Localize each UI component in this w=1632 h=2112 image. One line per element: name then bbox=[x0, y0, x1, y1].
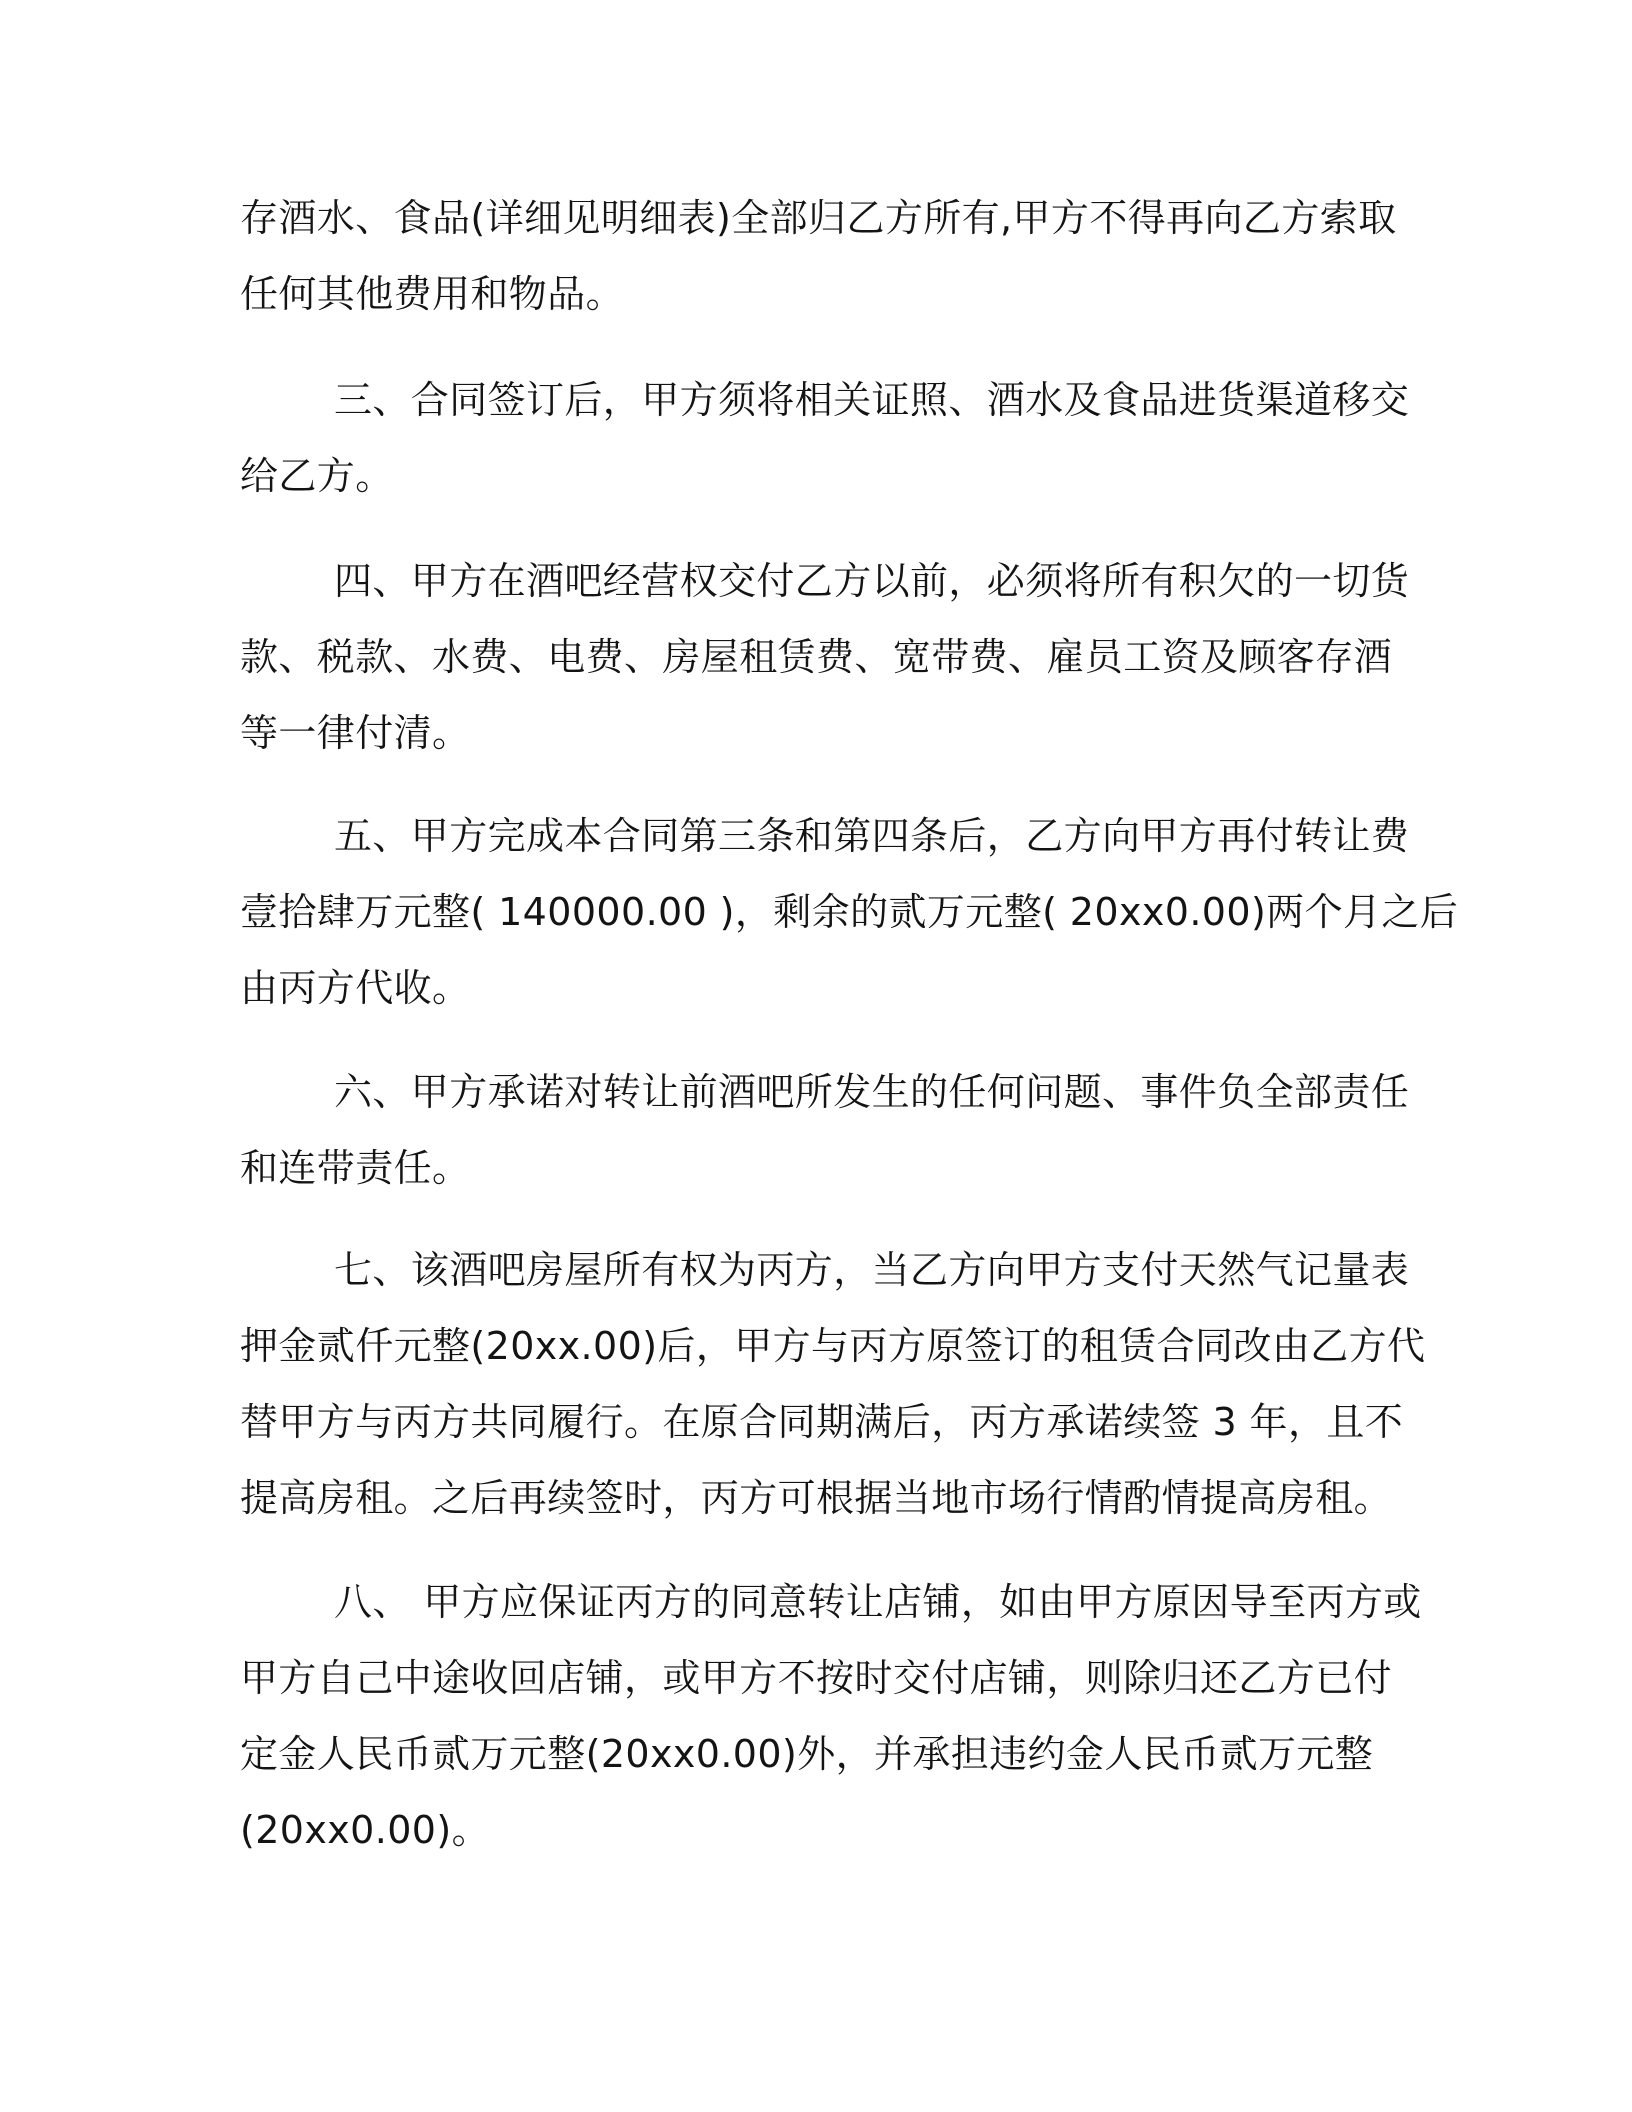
clause-7-line: 押金贰仟元整(20xx.00)后，甲方与丙方原签订的租赁合同改由乙方代 bbox=[240, 1324, 1426, 1368]
clause-3-line: 三、合同签订后，甲方须将相关证照、酒水及食品进货渠道移交 bbox=[334, 378, 1410, 422]
clause-5-line: 五、甲方完成本合同第三条和第四条后，乙方向甲方再付转让费 bbox=[334, 814, 1410, 858]
clause-8-line: 甲方自己中途收回店铺，或甲方不按时交付店铺，则除归还乙方已付 bbox=[240, 1656, 1393, 1700]
clause-7-line: 七、该酒吧房屋所有权为丙方，当乙方向甲方支付天然气记量表 bbox=[334, 1248, 1410, 1292]
paragraph-line: 任何其他费用和物品。 bbox=[240, 272, 625, 316]
clause-5-line: 壹拾肆万元整( 140000.00 )，剩余的贰万元整( 20xx0.00)两个月之后 bbox=[240, 890, 1459, 934]
clause-7-line: 提高房租。之后再续签时，丙方可根据当地市场行情酌情提高房租。 bbox=[240, 1476, 1393, 1520]
clause-8-line: (20xx0.00)。 bbox=[240, 1808, 490, 1852]
clause-4-line: 款、税款、水费、电费、房屋租赁费、宽带费、雇员工资及顾客存酒 bbox=[240, 635, 1393, 679]
clause-4-line: 四、甲方在酒吧经营权交付乙方以前，必须将所有积欠的一切货 bbox=[334, 559, 1410, 603]
clause-6-line: 和连带责任。 bbox=[240, 1146, 471, 1190]
clause-7-line: 替甲方与丙方共同履行。在原合同期满后，丙方承诺续签 3 年，且不 bbox=[240, 1400, 1404, 1444]
clause-5-line: 由丙方代收。 bbox=[240, 966, 471, 1010]
clause-8-line: 八、 甲方应保证丙方的同意转让店铺，如由甲方原因导至丙方或 bbox=[334, 1580, 1422, 1624]
clause-6-line: 六、甲方承诺对转让前酒吧所发生的任何问题、事件负全部责任 bbox=[334, 1070, 1410, 1114]
clause-4-line: 等一律付清。 bbox=[240, 711, 471, 755]
clause-8-line: 定金人民币贰万元整(20xx0.00)外，并承担违约金人民币贰万元整 bbox=[240, 1732, 1374, 1776]
clause-3-line: 给乙方。 bbox=[240, 454, 394, 498]
paragraph-line: 存酒水、食品(详细见明细表)全部归乙方所有,甲方不得再向乙方索取 bbox=[240, 196, 1397, 240]
